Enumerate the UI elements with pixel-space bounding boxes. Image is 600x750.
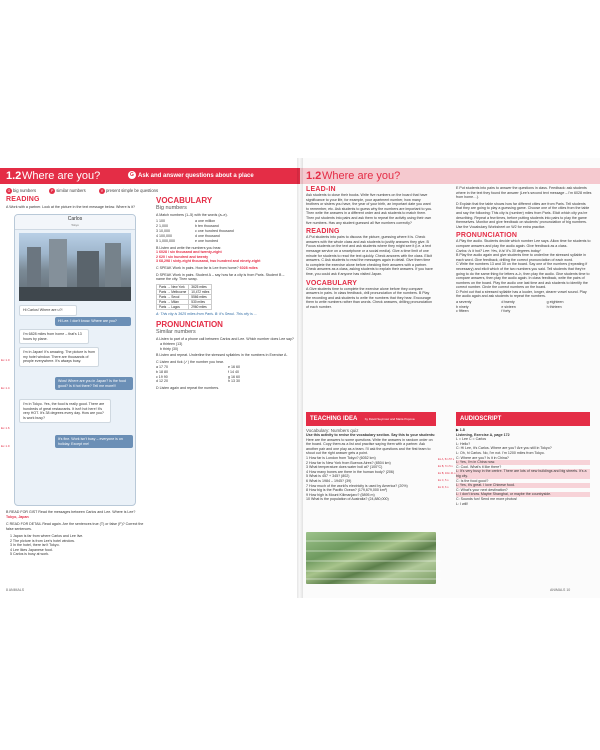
table-row: Paris → Seoul 5566 miles (157, 294, 212, 299)
list-item: C: Hi Lee, it's Carlos. Where are you? Are you still in Tokyo? (456, 446, 552, 451)
reading-b-answer: Tokyo, Japan (6, 514, 29, 519)
vocab-d-example: A: This city is 3625 miles from Paris. B: It's Seoul. This city is ... (156, 311, 257, 316)
list-item: 4 100,000 (156, 233, 172, 238)
list-item: C: What's your next destination? (456, 487, 508, 492)
tick-row[interactable]: e 16 60 (228, 365, 240, 370)
teaching-idea-body: Here are the answers to some questions. Write the answers in random order on the board. Copy them as a list and practise saying them with a partner. Ask another pair and one play as a team. I'll ask the questions and the first team to shout out the right answer gets a point. (306, 437, 433, 456)
textbook-spread (0, 158, 600, 598)
list-item: 4 Lee likes Japanese food. (10, 547, 53, 552)
goal-p-icon: P (51, 189, 54, 193)
teaching-idea-header: TEACHING IDEA by David Seymour and Maria Popova (306, 412, 436, 426)
list-item: 9 How high is Mount Kilimanjaro? (5895 m) (306, 492, 375, 497)
goal-item-3: V present simple be questions (100, 188, 159, 194)
left-page-right-column (156, 196, 294, 390)
tick-row[interactable]: b 18 80 (156, 369, 168, 374)
teaching-idea-lead: Use this activity to revise the vocabulary section. Say this to your students: (306, 433, 436, 437)
lesson-title: Where are you? (22, 170, 101, 182)
list-item: 4 How many bones are there in the human body? (206) (306, 469, 395, 474)
pron-subheading: Similar numbers (156, 329, 196, 336)
list-item: 3 What temperature does water boil at? (100°C) (306, 465, 383, 470)
chat-bubble: Wow! Where are you in Japan? Is the food good? Is it hot there? Tell me more!!! (55, 377, 133, 390)
vocab-heading: VOCABULARY (306, 279, 358, 287)
list-item: L: Hello? (456, 441, 471, 446)
pron-answers (456, 300, 592, 314)
list-item: c fifteen (456, 309, 469, 314)
tick-row[interactable]: c 19 90 (156, 374, 168, 379)
right-page (300, 158, 600, 598)
list-item: 3 10,000 (156, 228, 170, 233)
table-row: Paris → New York 3625 miles (157, 284, 212, 289)
list-item: 2 The picture is from Lee's hotel window. (10, 538, 75, 543)
list-item: 2 620 / six hundred and twenty (156, 254, 209, 259)
chat-bubble: It's fine. Work isn't busy – everyone is on holiday. Except me! (55, 435, 133, 448)
list-item: 8 How big is the Pacific Ocean? (179,679,000 km²) (306, 488, 388, 493)
list-item: 3 68,298 / sixty-eight thousand, two hundred and ninety-eight (156, 259, 261, 264)
pron-exercise-a: A Listen to part of a phone call between Carlos and Lee. Which number does Lee say? (156, 337, 294, 342)
chat-bubble: I'm 6828 miles from home – that's 13 hours by plane. (19, 329, 89, 344)
table-row: Paris → Milan 530 miles (157, 299, 212, 304)
goal-item-2: P similar numbers (51, 188, 86, 194)
margin-tag: Ex 1.9 (1, 444, 10, 448)
notes-paragraph: E Put students into pairs to answer the questions in class. Feedback: ask students where in the text they found the answer (Lee's second text message – I'm 6028 miles from home…). (456, 186, 592, 200)
vocab-subheading: Big numbers (156, 205, 187, 211)
vocab-c-answer: 6028 miles (239, 265, 258, 270)
margin-tag: Ex 1.0 (1, 358, 10, 362)
pron-note: Carlos: Is it hot? Lee: Yes, it is! It's 30 degrees today! (456, 248, 541, 253)
chat-bubble: I'm in Japan! It's amazing. The picture is from my hotel window. There are thousands of people everywhere. It's always busy. (19, 347, 99, 367)
tick-row[interactable]: h 13 30 (228, 379, 240, 384)
phone-header (15, 215, 135, 230)
teaching-idea-author: by David Seymour and Maria Popova (364, 417, 415, 421)
list-item: L: I will! (456, 501, 468, 506)
vocab-exercise-a: A Match numbers (1–5) with the words (a–e). (156, 213, 228, 217)
list-item: 6 What is 1984 – 1945? (39) (306, 478, 352, 483)
audio-margin-tags: Ex A, 5m 57 s Ex B, 7m 5 s Ex B, 10m 41 s Ex C, 5 s Ex D, 6 s (438, 458, 456, 489)
page-footer-left: 8 ANIMALS (6, 588, 25, 592)
audio-icon[interactable]: ▶ (456, 428, 459, 432)
reading-notes: A Put students into pairs to discuss the picture, guessing where it is. Check answers with the whole class and ask students to justify answers they give. B Focus students on the text and ask students where they might see it (i.e. a text message service on a smartphone or a social media). Give a time limit of one minute for students to read the text quickly. Check answers with the class. Elicit answers. C Ask students to read the messages again in detail. Give them time to complete the exercise alone before checking their answers with a partner. Check answers as a class, asking students to explain their answers. If you have time, you could ask if anyone has visited Japan. (306, 235, 433, 276)
margin-tag: Ex 1.4 (1, 386, 10, 390)
pron-exercise-b: B Listen and repeat. Underline the stressed syllables in the numbers in Exercise A. (156, 353, 288, 358)
tokyo-street-photo (19, 233, 131, 301)
lesson-number: 1.2 (6, 170, 22, 182)
list-item: 5 1,000,000 (156, 238, 175, 243)
reading-heading: READING (6, 196, 40, 203)
chat-contact-location: Tokyo (71, 223, 79, 227)
vocab-exercise-b: B Listen and write the numbers you hear. (156, 245, 222, 250)
list-item: a thirteen (13) (160, 341, 183, 346)
reading-exercise-c: C READ FOR DETAIL Read again. Are the sentences true (T) or false (F)? Correct the false sentences. (6, 522, 144, 531)
list-item: L: Yes, I'm in China now. (456, 460, 590, 465)
list-item: d twenty (501, 300, 515, 305)
table-row: Paris → Melbourne 10,472 miles (157, 289, 212, 294)
lesson-number: 1.2 (306, 170, 322, 182)
list-item: c one hundred thousand (195, 228, 234, 233)
reading-exercise-a: A Work with a partner. Look at the picture in the text message below. Where is it? (6, 205, 135, 209)
list-item: L: Yes, it's great. I love Chinese food. (456, 483, 590, 488)
list-item: b ten thousand (195, 223, 219, 228)
pron-exercise-c: C Listen and tick (✓) the number you hear. (156, 359, 224, 364)
lesson-header-bar (0, 168, 300, 184)
goal-v-icon: V (100, 189, 104, 193)
table-row: Paris → Lagos 2960 miles (157, 304, 212, 309)
list-item: e sixteen (501, 304, 516, 309)
chat-bubble: Hi Carlos! Where are u?! (19, 305, 77, 316)
list-item: g eighteen (546, 300, 564, 305)
audio-sub: Listening, Exercise A, page 172 (456, 432, 510, 437)
list-item: 1 How far is London from Tokyo? (6052 km) (306, 455, 376, 460)
list-item: 2 How far is New York from Buenos Aires? (8504 km) (306, 460, 391, 465)
vocab-numbers (156, 219, 175, 244)
goal-icon: G (128, 171, 136, 179)
audio-track: ▶ 1.8 (456, 428, 465, 432)
page-footer-right: ANIMALS 10 (550, 588, 571, 592)
chat-contact-name: Carlos (67, 216, 83, 222)
list-item: h thirteen (546, 304, 562, 309)
list-item: C: Where are you? Is it in China? (456, 455, 509, 460)
leadin-heading: LEAD-IN (306, 186, 336, 193)
teaching-idea-box (306, 428, 436, 502)
pron-note: D Point out that a stressed syllable has a louder, longer, clearer vowel sound. Play the audio again and ask students to repeat the numbers. (456, 289, 587, 299)
vocab-exercise-c: C SPEAK Work in pairs. How far is Lee from home? 6028 miles (156, 265, 258, 270)
goal-g-icon: G (7, 189, 11, 193)
audioscript-box (456, 428, 590, 506)
pron-note: C Write the numbers 13 and 30 on the board. Say one of the numbers (repeating if necessary) and elicit which of the two numbers you said. Tell students that they're going to do the same thing for letters a–h, then play the audio. Give students time to compare answers, then play the audio again. In class feedback, write the pairs of numbers on the board. Play the audio one last time and ask students to identify the correct number. Circle the correct numbers on the board. (456, 262, 590, 290)
list-item: L: It's very busy in the centre. There are lots of new buildings and big streets. It's a big city. (456, 469, 590, 478)
list-item: 1 Japan is far from where Carlos and Lee live. (10, 534, 84, 538)
list-item: C: Sounds fun! Send me more photos! (456, 496, 518, 501)
vocab-match (156, 219, 294, 244)
pron-exercise-d: D Listen again and repeat the numbers. (156, 385, 220, 390)
list-item: 7 How much of the world's electricity is used by America? (20%) (306, 483, 408, 488)
leadin-text: Ask students to close their books. Write five numbers on the board that have significance to your life, for example, your apartment number, how many brothers or sisters you have, the year of your birth, an important date you want to remember, etc. Ask students to guess why the numbers are important to you. Then write the answers in a different order and ask students to match them. Then put students into pairs and ask them to repeat the activity using their own five numbers. Has any student guessed all five numbers correctly? (306, 193, 433, 225)
lesson-goal: G Ask and answer questions about a place (128, 170, 254, 182)
lesson-title: Where are you? (322, 170, 401, 182)
chat-bubble: I'm in Tokyo. Yes, the food is really good. There are hundreds of great restaurants. It isn't hot here! It's very HOT. It's 38 degrees every day. How are you? Is work busy? (19, 399, 111, 423)
audio-roles: L = Lee C = Carlos (456, 437, 487, 442)
vocab-words (195, 219, 234, 244)
distance-table (156, 284, 212, 310)
list-item: 2 1,000 (156, 223, 168, 228)
chat-bubble: Hi Lee. I don't know. Where are you? (55, 317, 131, 326)
margin-tag: Ex 1.6 (1, 426, 10, 430)
goal-item-1: G big numbers (7, 188, 37, 194)
tick-row[interactable]: d 12 20 (156, 379, 168, 384)
list-item: C: Is the food good? (456, 478, 489, 483)
rice-terrace-photo (306, 532, 436, 584)
reading-heading: READING (306, 228, 340, 236)
phone-chat (14, 214, 136, 506)
list-item: L: Oh, hi Carlos. No, I'm not. I'm 1200 miles from Tokyo. (456, 450, 545, 455)
teaching-idea-sub: Vocabulary: Numbers quiz (306, 428, 359, 433)
list-item: b thirty (30) (160, 346, 179, 351)
teacher-notes-col2 (456, 186, 592, 314)
list-item: C: Cool. What's it like there? (456, 464, 502, 469)
list-item: L: I don't know. Maybe Shanghai, or maybe the countryside. (456, 492, 590, 497)
list-item: a one million (195, 218, 216, 223)
vocab-notes: A Give students time to complete the exercise alone before they compare answers in pairs. In class feedback, drill pronunciation of the numbers. B Play the recording and ask students to write the numbers that they hear. Encourage them to write numbers rather than words. Check answers, drilling pronunciation of each number. (306, 286, 433, 309)
list-item: e one hundred (195, 238, 219, 243)
tick-grid (156, 365, 294, 383)
pron-heading: PRONUNCIATION (156, 320, 223, 330)
book-gutter (297, 158, 303, 598)
reading-exercise-b: B READ FOR GIST Read the messages between Carlos and Lee. Where is Lee? Tokyo, Japan (6, 510, 136, 519)
list-item: 1 100 (156, 218, 165, 223)
list-item: a seventy (456, 300, 472, 305)
reading-c-list (10, 534, 146, 557)
audioscript-header: AUDIOSCRIPT (456, 412, 590, 426)
list-item: 5 Carlos is busy at work. (10, 552, 50, 557)
pron-note: B Play the audio again and give students time to underline the stressed syllable in each word. Give feedback, drilling the correct pronunciation of each word. (456, 253, 587, 262)
pron-heading: PRONUNCIATION (456, 232, 518, 240)
left-page (0, 158, 300, 598)
teacher-header-bar (300, 168, 600, 184)
vocab-exercise-d: D SPEAK Work in pairs. Student A – say how far a city is from Paris. Student B – name the city. Then swap. (156, 272, 285, 282)
goals-row (6, 188, 170, 194)
list-item: b ninety (456, 304, 469, 309)
list-item: 5 What is 457 + 345? (802) (306, 474, 350, 479)
tick-row[interactable]: f 14 40 (228, 369, 239, 374)
list-item: 10 What is the population of Australia? (24,880,000) (306, 497, 389, 502)
pron-note: A Play the audio. Students decide which number Lee says. Allow time for students to compare answers and play the audio again. Give feedback as a class. (456, 239, 591, 248)
notes-paragraph: D Explain that the table shows how far different cities are from Paris. Tell students that they are going to play a guessing game. Choose one of the cities from the table and say the following: This city is (number) miles from Paris. Elicit which city you're describing. Repeat a few times, before putting students into pairs to play the game themselves. Monitor and give feedback on students' pronunciation of big numbers. Use the Vocabulary Worksheet on W2 for extra practice. (456, 201, 590, 229)
list-item: f forty (501, 309, 511, 314)
tick-row[interactable]: a 17 70 (156, 365, 168, 370)
list-item: 3 In the hotel, there isn't Tokyo. (10, 543, 60, 548)
list-item: 1 6028 / six thousand and twenty-eight (156, 250, 222, 255)
tick-row[interactable]: g 16 60 (228, 374, 240, 379)
list-item: d one thousand (195, 233, 220, 238)
teacher-notes-col1 (306, 186, 434, 309)
vocab-heading: VOCABULARY (156, 196, 213, 205)
